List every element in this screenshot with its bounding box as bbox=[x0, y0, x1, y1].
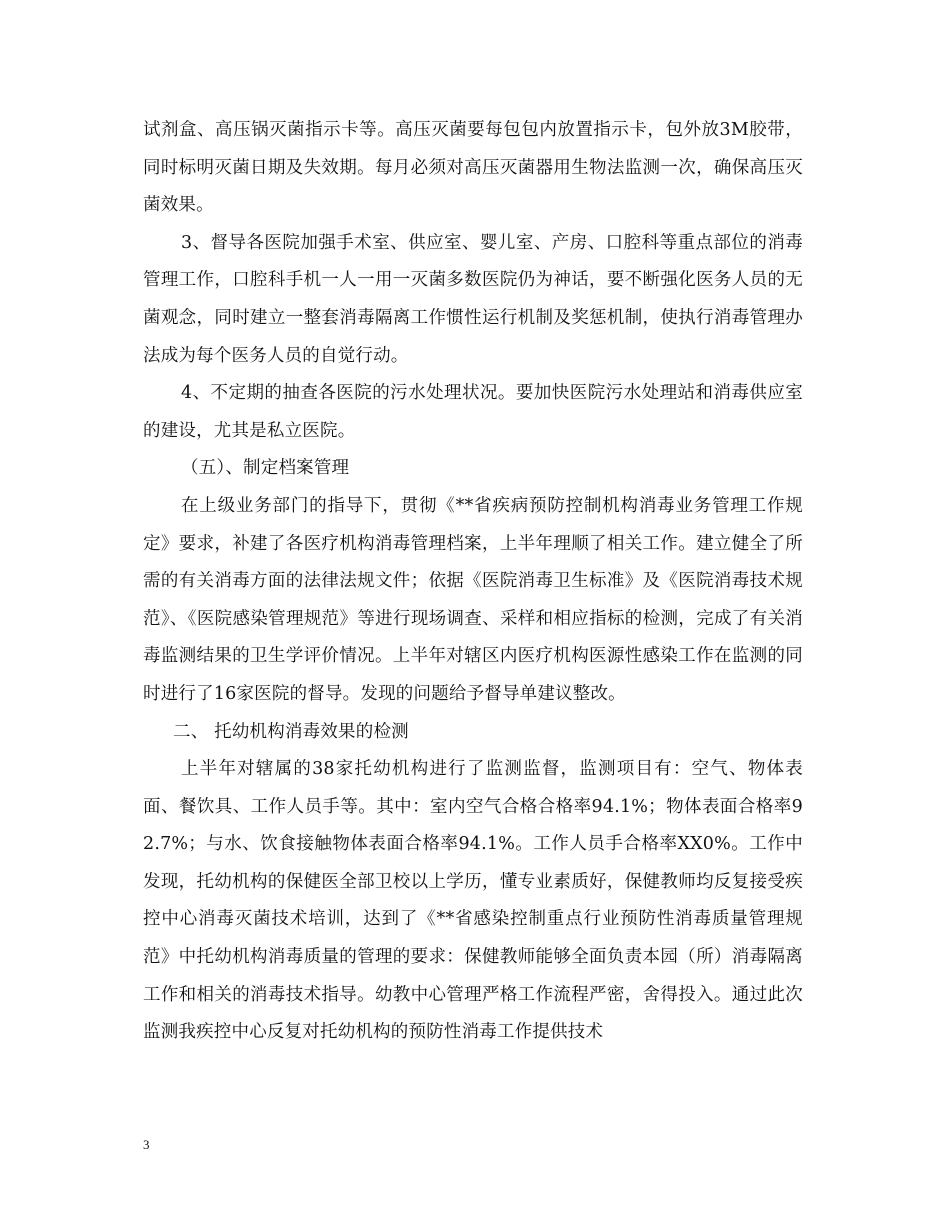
section-heading-archive-management: （五）、制定档案管理 bbox=[181, 458, 350, 479]
paragraph-item-3: 3、督导各医院加强手术室、供应室、婴儿室、产房、口腔科等重点部位的消毒管理工作，口腔科手机一人一用一灭菌多数医院仍为神话，要不断强化医务人员的无菌观念，同时建立一整套消毒隔离工作惯性运行机制及奖惩机制，使执行消毒管理办法成为每个医务人员的自觉行动。 bbox=[143, 232, 803, 366]
document-body bbox=[143, 112, 803, 1052]
paragraph-continuation: 试剂盒、高压锅灭菌指示卡等。高压灭菌要每包包内放置指示卡，包外放3M胶带，同时标明灭菌日期及失效期。每月必须对高压灭菌器用生物法监测一次，确保高压灭菌效果。 bbox=[143, 120, 803, 216]
paragraph-item-4: 4、不定期的抽查各医院的污水处理状况。要加快医院污水处理站和消毒供应室的建设，尤其是私立医院。 bbox=[143, 383, 803, 441]
paragraph-childcare-monitoring: 上半年对辖属的38家托幼机构进行了监测监督，监测项目有：空气、物体表面、餐饮具、工作人员手等。其中：室内空气合格合格率94.1%；物体表面合格率92.7%；与水、饮食接触物体表面合格率94.1%。工作人员手合格率XX0%。工作中发现，托幼机构的保健医全部卫校以上学历，懂专业素质好，保健教师均反复接受疾控中心消毒灭菌技术培训，达到了《**省感染控制重点行业预防性消毒质量管理规范》中托幼机构消毒质量的管理的要求：保健教师能够全面负责本园（所）消毒隔离工作和相关的消毒技术指导。幼教中心管理严格工作流程严密，舍得投入。通过此次监测我疾控中心反复对托幼机构的预防性消毒工作提供技术 bbox=[143, 759, 803, 1043]
paragraph-archive-management: 在上级业务部门的指导下，贯彻《**省疾病预防控制机构消毒业务管理工作规定》要求，补建了各医疗机构消毒管理档案，上半年理顺了相关工作。建立健全了所需的有关消毒方面的法律法规文件；依据《医院消毒卫生标准》及《医院消毒技术规范》、《医院感染管理规范》等进行现场调查、采样和相应指标的检测，完成了有关消毒监测结果的卫生学评价情况。上半年对辖区内医疗机构医源性感染工作在监测的同时进行了16家医院的督导。发现的问题给予督导单建议整改。 bbox=[143, 495, 803, 704]
page-number: 3 bbox=[143, 1137, 150, 1152]
section-heading-childcare-disinfection: 二、 托幼机构消毒效果的检测 bbox=[173, 721, 409, 742]
